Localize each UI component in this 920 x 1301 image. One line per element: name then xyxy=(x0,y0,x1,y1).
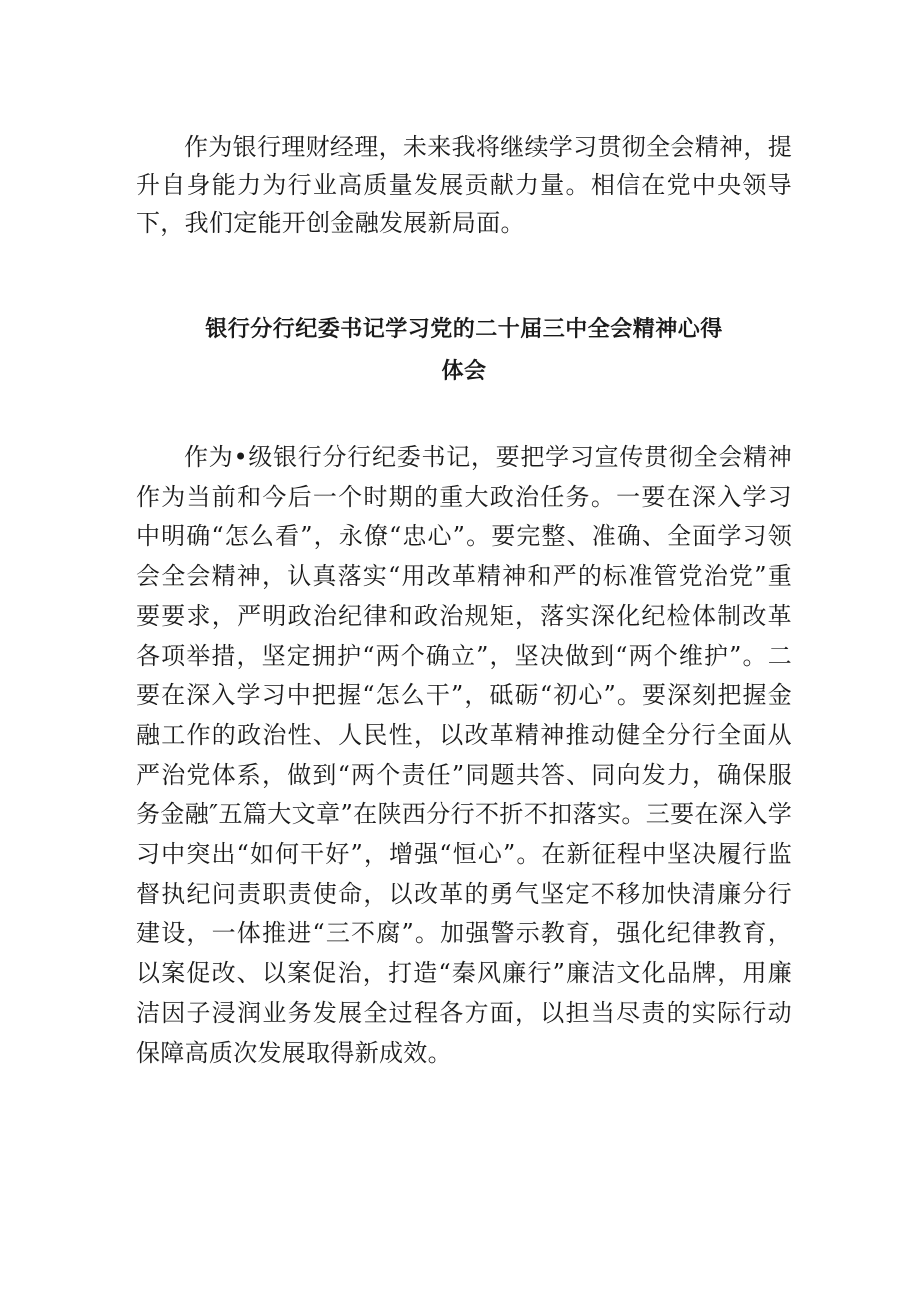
title-line-2: 体会 xyxy=(441,359,487,384)
article-title xyxy=(136,309,792,393)
body-paragraph: 作为•级银行分行纪委书记，要把学习宣传贯彻全会精神作为当前和今后一个时期的重大政治任务。一要在深入学习中明确“怎么看”，永僚“忠心”。要完整、准确、全面学习领会全会精神，认真落实“用改革精神和严的标准管党治党”重要要求，严明政治纪律和政治规矩，落实深化纪检体制改革各项举措，坚定拥护“两个确立”，坚决做到“两个维护”。二要在深入学习中把握“怎么干”，砥砺“初心”。要深刻把握金融工作的政治性、人民性，以改革精神推动健全分行全面从严治党体系，做到“两个责任”同题共答、同向发力，确保服务金融″五篇大文章”在陕西分行不折不扣落实。三要在深入学习中突出“如何干好”，增强“恒心”。在新征程中坚决履行监督执纪问责职责使命，以改革的勇气坚定不移加快清廉分行建设，一体推进“三不腐”。加强警示教育，强化纪律教育，以案促改、以案促治，打造“秦风廉行”廉洁文化品牌，用廉洁因子浸润业务发展全过程各方面，以担当尽责的实际行动保障高质次发展取得新成效。 xyxy=(136,443,792,1067)
title-line-1: 银行分行纪委书记学习党的二十届三中全会精神心得 xyxy=(205,317,723,342)
intro-paragraph: 作为银行理财经理，未来我将继续学习贯彻全会精神，提升自身能力为行业高质量发展贡献力量。相信在党中央领导下，我们定能开创金融发展新局面。 xyxy=(136,133,792,237)
